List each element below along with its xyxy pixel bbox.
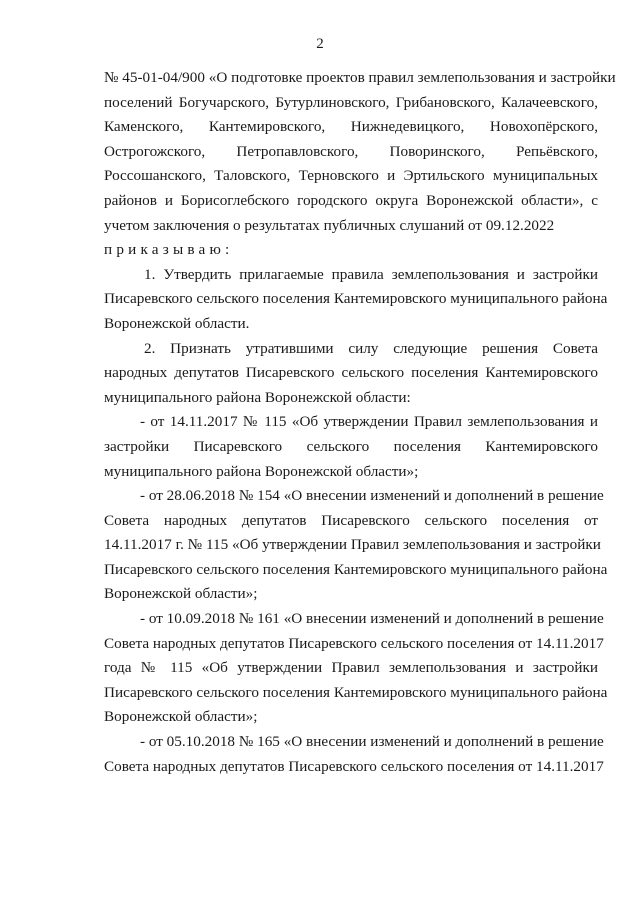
text-line: муниципального района Воронежской области: <box>104 388 411 406</box>
order-heading: приказываю: <box>104 241 234 259</box>
text-line: - от 28.06.2018 № 154 «О внесении изменений и дополнений в решение <box>140 487 604 505</box>
text-line: Россошанского, Таловского, Терновского и Эртильского муниципальных <box>104 167 598 185</box>
text-line: - от 05.10.2018 № 165 «О внесении изменений и дополнений в решение <box>140 733 604 751</box>
text-line: учетом заключения о результатах публичных слушаний от 09.12.2022 <box>104 216 555 234</box>
text-line: поселений Богучарского, Бутурлиновского, Грибановского, Калачеевского, <box>104 93 598 111</box>
text-line: Воронежской области. <box>104 314 250 332</box>
text-line: застройки Писаревского сельского поселения Кантемировского <box>104 437 598 455</box>
text-line: муниципального района Воронежской области»; <box>104 462 419 480</box>
text-line: Воронежской области»; <box>104 585 258 603</box>
text-line: года № 115 «Об утверждении Правил землепользования и застройки <box>104 659 598 677</box>
text-line: Совета народных депутатов Писаревского сельского поселения от 14.11.2017 <box>104 757 604 775</box>
text-line: № 45-01-04/900 «О подготовке проектов правил землепользования и застройки <box>104 69 616 86</box>
text-line: районов и Борисоглебского городского округа Воронежской области», с <box>104 191 598 209</box>
text-line: 1. Утвердить прилагаемые правила землепользования и застройки <box>144 265 598 283</box>
text-line: Совета народных депутатов Писаревского сельского поселения от 14.11.2017 <box>104 634 604 652</box>
text-line: - от 14.11.2017 № 115 «Об утверждении Правил землепользования и <box>140 413 598 431</box>
text-line: Каменского, Кантемировского, Нижнедевицкого, Новохопёрского, <box>104 118 598 136</box>
page-number: 2 <box>316 36 324 52</box>
text-line: 14.11.2017 г. № 115 «Об утверждении Правил землепользования и застройки <box>104 536 601 554</box>
text-line: народных депутатов Писаревского сельского поселения Кантемировского <box>104 364 598 382</box>
text-line: Совета народных депутатов Писаревского сельского поселения от <box>104 511 598 529</box>
text-line: Писаревского сельского поселения Кантемировского муниципального района <box>104 290 608 308</box>
text-line: Писаревского сельского поселения Кантемировского муниципального района <box>104 560 608 578</box>
text-line: Воронежской области»; <box>104 708 258 726</box>
text-line: - от 10.09.2018 № 161 «О внесении изменений и дополнений в решение <box>140 610 604 628</box>
text-line: Острогожского, Петропавловского, Поворинского, Репьёвского, <box>104 142 598 160</box>
document-body <box>104 66 616 779</box>
text-line: 2. Признать утратившими силу следующие решения Совета <box>144 339 598 357</box>
text-line: Писаревского сельского поселения Кантемировского муниципального района <box>104 683 608 701</box>
